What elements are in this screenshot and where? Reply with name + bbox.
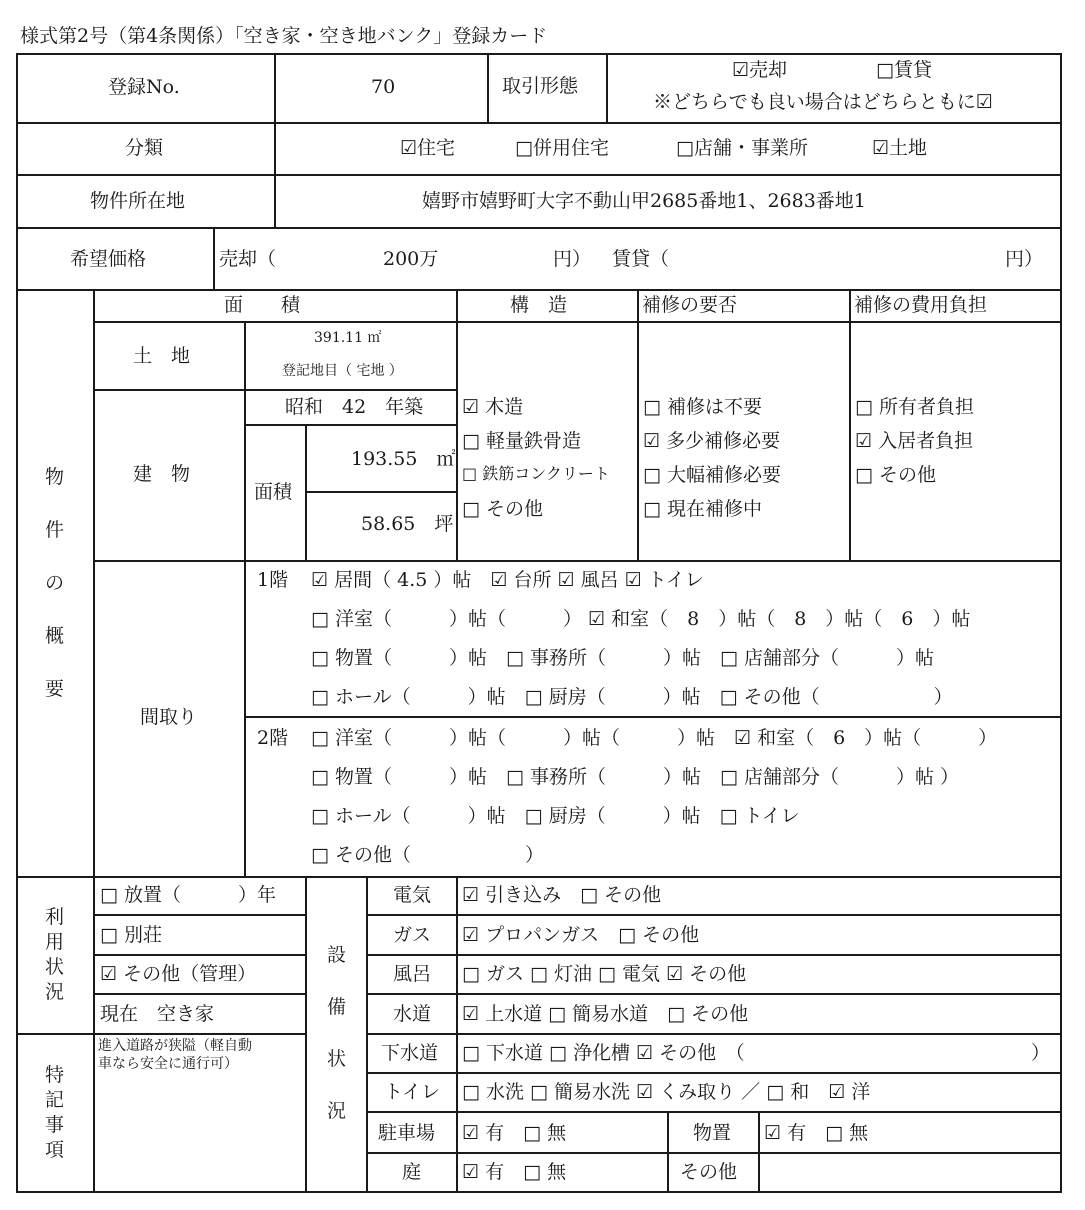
divider (305, 491, 458, 493)
facility-value-gas[interactable]: ☑ プロパンガス □ その他 (462, 924, 700, 946)
remarks-side-label: 事 (45, 1114, 65, 1136)
category-option-mixed[interactable]: □併用住宅 (515, 137, 609, 159)
divider (366, 1072, 1062, 1074)
divider (16, 876, 1062, 878)
divider (213, 227, 215, 291)
cost-other[interactable]: □ その他 (855, 464, 936, 486)
facilities-side-label: 備 (327, 996, 347, 1018)
floor2-line: □ 物置（ ）帖 □ 事務所（ ）帖 □ 店舗部分（ ）帖 ） (311, 766, 960, 788)
facility-value-garden[interactable]: ☑ 有 □ 無 (462, 1161, 567, 1183)
facility-value-sewer[interactable]: □ 下水道 □ 浄化槽 ☑ その他 （ (462, 1042, 745, 1064)
registration-no-value: 70 (371, 76, 396, 98)
sale-option[interactable]: ☑売却 (732, 59, 788, 81)
cost-tenant[interactable]: ☑ 入居者負担 (855, 430, 974, 452)
facility-value-electricity[interactable]: ☑ 引き込み □ その他 (462, 884, 662, 906)
structure-rc[interactable]: □ 鉄筋コンクリート (462, 464, 610, 483)
divider (305, 425, 307, 562)
divider (244, 716, 1062, 718)
remarks-side-label: 特 (45, 1064, 65, 1086)
repair-some-needed[interactable]: ☑ 多少補修必要 (643, 430, 781, 452)
facility-label-other: その他 (680, 1161, 738, 1183)
facility-value-toilet[interactable]: □ 水洗 □ 簡易水洗 ☑ くみ取り ／ □ 和 ☑ 洋 (462, 1081, 871, 1103)
divider (366, 914, 1062, 916)
price-rent-open: 賃貸（ (612, 248, 670, 270)
price-sale-close: 円） (553, 248, 592, 270)
transaction-type-label: 取引形態 (502, 75, 579, 97)
divider (16, 227, 1062, 229)
category-label: 分類 (125, 137, 164, 159)
facility-value-parking[interactable]: ☑ 有 □ 無 (462, 1122, 567, 1144)
usage-current-status: 現在 空き家 (100, 1003, 215, 1025)
category-option-land[interactable]: ☑土地 (872, 137, 928, 159)
divider (849, 289, 851, 562)
divider (366, 1033, 1062, 1035)
building-year: 昭和 42 年築 (285, 396, 424, 418)
overview-side-label: の (45, 572, 65, 594)
facility-value-water[interactable]: ☑ 上水道 □ 簡易水道 □ その他 (462, 1003, 749, 1025)
floor2-label: 2階 (257, 727, 289, 749)
structure-header: 構 造 (510, 294, 568, 316)
floor2-line: □ 洋室（ ）帖（ ）帖（ ）帖 ☑ 和室（ 6 ）帖（ ） (311, 727, 998, 749)
building-area-label: 面積 (254, 481, 293, 503)
overview-side-label: 要 (45, 678, 65, 700)
floor1-line: □ 洋室（ ）帖（ ） ☑ 和室（ 8 ）帖（ 8 ）帖（ 6 ）帖 (311, 608, 971, 630)
facilities-side-label: 況 (327, 1100, 347, 1122)
building-area-tsubo: 58.65 坪 (361, 513, 454, 535)
facility-label-electricity: 電気 (393, 884, 432, 906)
form-title: 様式第2号（第4条関係）「空き家・空き地バンク」登録カード (20, 25, 548, 47)
structure-other[interactable]: □ その他 (462, 498, 543, 520)
land-registered-category: 登記地目（ 宅地 ） (282, 363, 403, 379)
layout-label: 間取り (140, 706, 198, 728)
divider (93, 560, 1062, 562)
facility-label-toilet: トイレ (384, 1081, 441, 1103)
remarks-text: 進入道路が狭隘（軽自動 (98, 1038, 252, 1054)
overview-side-label: 概 (45, 625, 65, 647)
facility-sewer-close: ） (1031, 1042, 1051, 1064)
usage-side-label: 利 (45, 906, 65, 928)
location-value: 嬉野市嬉野町大字不動山甲2685番地1、2683番地1 (422, 190, 866, 212)
floor1-line: □ 物置（ ）帖 □ 事務所（ ）帖 □ 店舗部分（ ）帖 (311, 647, 934, 669)
facility-value-bath[interactable]: □ ガス □ 灯油 □ 電気 ☑ その他 (462, 963, 747, 985)
divider (93, 914, 307, 916)
divider (366, 1111, 1062, 1113)
cost-owner[interactable]: □ 所有者負担 (855, 396, 974, 418)
facility-label-sewer: 下水道 (381, 1042, 439, 1064)
facilities-side-label: 状 (327, 1048, 347, 1070)
usage-other-managed[interactable]: ☑ その他（管理） (100, 963, 257, 985)
usage-side-label: 用 (45, 931, 65, 953)
divider (606, 53, 608, 124)
repair-header: 補修の要否 (642, 294, 738, 316)
price-label: 希望価格 (70, 248, 147, 270)
usage-side-label: 状 (45, 956, 65, 978)
overview-side-label: 件 (45, 519, 65, 541)
divider (16, 289, 1062, 291)
category-option-shop[interactable]: □店舗・事業所 (676, 137, 808, 159)
rent-option[interactable]: □賃貸 (876, 59, 932, 81)
divider (366, 954, 1062, 956)
divider (366, 1152, 1062, 1154)
facility-label-water: 水道 (393, 1003, 432, 1025)
usage-side-label: 況 (45, 981, 65, 1003)
divider (244, 322, 246, 878)
usage-neglected[interactable]: □ 放置（ ）年 (100, 884, 276, 906)
facilities-side-label: 設 (327, 944, 347, 966)
structure-wood[interactable]: ☑ 木造 (462, 396, 524, 418)
price-rent-close: 円） (1005, 248, 1044, 270)
remarks-side-label: 記 (45, 1089, 65, 1111)
divider (16, 1033, 307, 1035)
divider (244, 424, 458, 426)
floor2-line: □ その他（ ） (311, 844, 544, 866)
facility-label-garden: 庭 (402, 1161, 422, 1183)
remarks-side-label: 項 (45, 1139, 65, 1161)
building-label: 建 物 (133, 463, 191, 485)
price-sale-open: 売却（ (219, 248, 277, 270)
facility-label-gas: ガス (393, 924, 432, 946)
land-area: 391.11 ㎡ (314, 330, 382, 346)
divider (93, 321, 1062, 323)
price-sale-value: 200万 (383, 248, 439, 270)
repair-in-progress[interactable]: □ 現在補修中 (643, 498, 762, 520)
divider (93, 993, 307, 995)
floor1-line: ☑ 居間（ 4.5 ）帖 ☑ 台所 ☑ 風呂 ☑ トイレ (311, 569, 704, 591)
facility-value-storage[interactable]: ☑ 有 □ 無 (764, 1122, 869, 1144)
floor2-line: □ ホール（ ）帖 □ 厨房（ ）帖 □ トイレ (311, 805, 800, 827)
floor1-label: 1階 (257, 569, 289, 591)
divider (16, 122, 1062, 124)
building-area-m2: 193.55 ㎡ (351, 448, 456, 470)
facility-label-bath: 風呂 (393, 963, 432, 985)
overview-side-label: 物 (45, 466, 65, 488)
area-header: 面 積 (224, 294, 301, 316)
repair-not-needed[interactable]: □ 補修は不要 (643, 396, 762, 418)
usage-villa[interactable]: □ 別荘 (100, 924, 162, 946)
facility-label-parking: 駐車場 (378, 1122, 436, 1144)
floor1-line: □ ホール（ ）帖 □ 厨房（ ）帖 □ その他（ ） (311, 686, 953, 708)
repair-major-needed[interactable]: □ 大幅補修必要 (643, 464, 781, 486)
divider (93, 954, 307, 956)
divider (487, 53, 489, 124)
structure-light-steel[interactable]: □ 軽量鉄骨造 (462, 430, 581, 452)
facility-label-storage: 物置 (693, 1122, 732, 1144)
repair-cost-header: 補修の費用負担 (854, 294, 988, 316)
divider (93, 389, 458, 391)
remarks-text: 車なら安全に通行可） (98, 1056, 238, 1072)
divider (637, 289, 639, 562)
transaction-note: ※どちらでも良い場合はどちらともに☑ (653, 91, 993, 113)
divider (274, 53, 276, 229)
divider (16, 174, 1062, 176)
divider (93, 289, 95, 878)
land-label: 土 地 (133, 345, 191, 367)
location-label: 物件所在地 (90, 190, 186, 212)
divider (366, 993, 1062, 995)
category-option-house[interactable]: ☑住宅 (400, 137, 456, 159)
registration-no-label: 登録No. (108, 76, 180, 98)
